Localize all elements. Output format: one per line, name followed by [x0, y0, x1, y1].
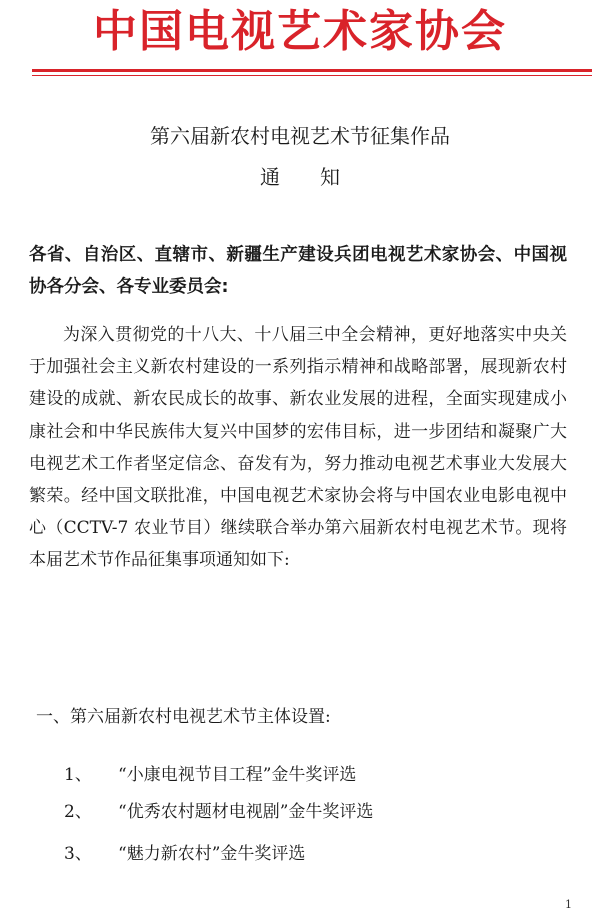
letterhead-divider-thick: [32, 69, 592, 72]
list-item-number: 1、: [64, 765, 92, 785]
list-item-text: “小康电视节目工程”金牛奖评选: [118, 765, 357, 785]
letterhead-org-name: 中国电视艺术家协会: [93, 6, 507, 57]
addressee: 各省、自治区、直辖市、新疆生产建设兵团电视艺术家协会、中国视协各分会、各专业委员会:: [29, 245, 567, 298]
list-item-text: “优秀农村题材电视剧”金牛奖评选: [118, 802, 374, 822]
document-title: 第六届新农村电视艺术节征集作品: [150, 124, 450, 148]
list-item-number: 3、: [64, 844, 92, 864]
list-item: [64, 761, 356, 789]
list-item: [64, 840, 305, 868]
letterhead-divider-thin: [32, 75, 592, 76]
list-item: [64, 798, 373, 826]
page-number: 1: [565, 898, 572, 911]
section-heading: 一、第六届新农村电视艺术节主体设置:: [36, 707, 331, 727]
body-paragraph: 为深入贯彻党的十八大、十八届三中全会精神，更好地落实中央关于加强社会主义新农村建设的一系列指示精神和战略部署，展现新农村建设的成就、新农民成长的故事、新农业发展的进程，全面实现建成小康社会和中华民族伟大复兴中国梦的宏伟目标，进一步团结和凝聚广大电视艺术工作者坚定信念、奋发有为，努力推动电视艺术事业大发展大繁荣。经中国文联批准，中国电视艺术家协会将与中国农业电影电视中心（CCTV-7 农业节目）继续联合举办第六届新农村电视艺术节。现将本届艺术节作品征集事项通知如下:: [29, 325, 567, 571]
document-subtitle: 通知: [260, 165, 380, 189]
list-item-text: “魅力新农村”金牛奖评选: [118, 844, 306, 864]
list-item-number: 2、: [64, 802, 92, 822]
